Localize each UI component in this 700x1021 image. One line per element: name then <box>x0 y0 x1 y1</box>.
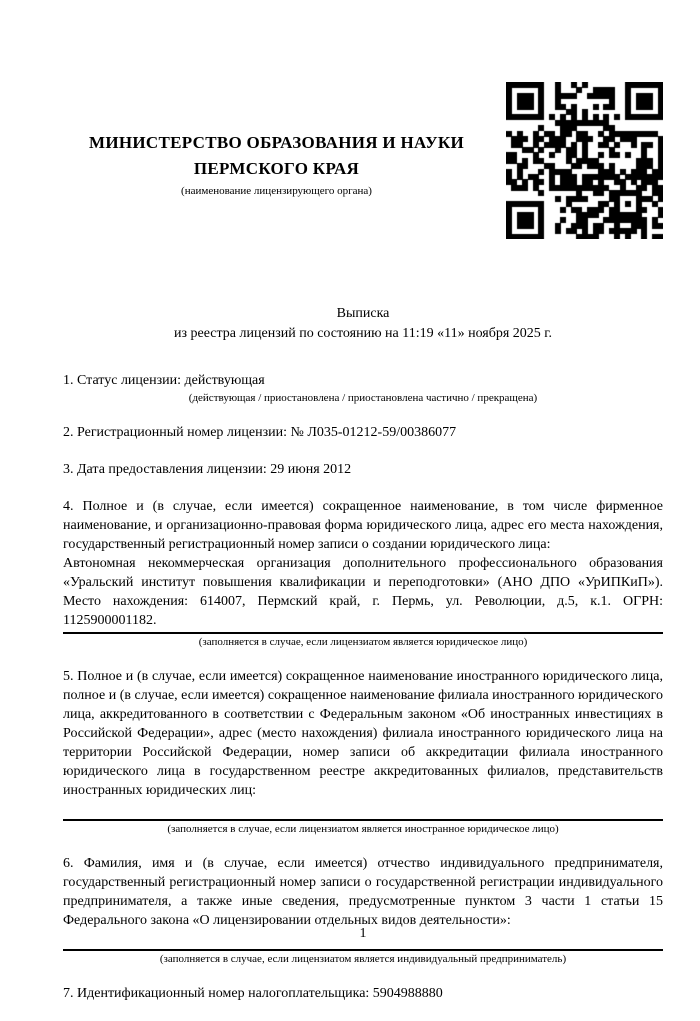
item-foreign-entity <box>63 667 663 836</box>
item-caption: (заполняется в случае, если лицензиатом является индивидуальный предприниматель) <box>159 953 567 965</box>
fill-in-rule <box>63 819 663 821</box>
licensing-authority-header <box>63 130 490 198</box>
item-text: 7. Идентификационный номер налогоплательщика: 5904988880 <box>63 986 443 1001</box>
item-caption: (действующая / приостановлена / приостановлена частично / прекращена) <box>188 392 538 404</box>
item-text: 3. Дата предоставления лицензии: 29 июня 2012 <box>63 462 352 477</box>
item-license-date <box>63 460 663 479</box>
item-legal-entity <box>63 497 663 649</box>
item-individual-entrepreneur <box>63 854 663 966</box>
item-value: Автономная некоммерческая организация дополнительного профессионального образования «Уральский институт повышения квалификации и переподготовки» (АНО ДПО «УрИПКиП»). Место нахождения: 614007, Пермский край, г. Пермь, ул. Революции, д.5, к.1. ОГРН: 1125900001182. <box>63 556 663 628</box>
authority-name-line1: МИНИСТЕРСТВО ОБРАЗОВАНИЯ И НАУКИ <box>88 133 465 152</box>
item-text: 5. Полное и (в случае, если имеется) сокращенное наименование иностранного юридического лица, полное и (в случае, если имеется) сокращенное наименование филиала иностранного юридического лица, аккредитованного в соответствии с Федеральным законом «Об иностранных инвестициях в Российской Федерации», адрес (место нахождения) филиала иностранного юридического лица на территории Российской Федерации, номер записи об аккредитации филиала иностранного юридического лица в государственном реестре аккредитованных филиалов, представительств иностранных юридических лиц: <box>63 669 663 798</box>
document-title-block <box>63 304 663 343</box>
page-number: 1 <box>359 926 367 941</box>
authority-name <box>63 130 490 182</box>
fill-in-rule <box>63 949 663 951</box>
document-subtitle: из реестра лицензий по состоянию на 11:19 «11» ноября 2025 г. <box>174 325 552 341</box>
item-text: 1. Статус лицензии: действующая <box>63 373 265 388</box>
authority-name-line2: ПЕРМСКОГО КРАЯ <box>193 159 360 178</box>
item-text: 4. Полное и (в случае, если имеется) сокращенное наименование, в том числе фирменное наименование, и организационно-правовая форма юридического лица, адрес его места нахождения, государственный регистрационный номер записи о создании юридического лица: <box>63 499 663 552</box>
fill-in-rule <box>63 632 663 634</box>
authority-caption: (наименование лицензирующего органа) <box>181 185 372 197</box>
item-registration-number <box>63 423 663 442</box>
item-caption: (заполняется в случае, если лицензиатом является иностранное юридическое лицо) <box>167 823 559 835</box>
item-caption: (заполняется в случае, если лицензиатом является юридическое лицо) <box>198 636 528 648</box>
document-title: Выписка <box>336 306 390 321</box>
item-taxpayer-number <box>63 984 663 1003</box>
item-license-status <box>63 371 663 405</box>
item-text: 6. Фамилия, имя и (в случае, если имеется) отчество индивидуального предпринимателя, государственный регистрационный номер записи о государственной регистрации индивидуального предпринимателя, а также иные сведения, предусмотренные пунктом 3 части 1 статьи 15 Федерального закона «О лицензировании отдельных видов деятельности»: <box>63 856 663 928</box>
item-text: 2. Регистрационный номер лицензии: № Л035-01212-59/00386077 <box>63 425 457 440</box>
extract-items <box>63 371 663 1003</box>
document-content <box>63 0 663 1021</box>
